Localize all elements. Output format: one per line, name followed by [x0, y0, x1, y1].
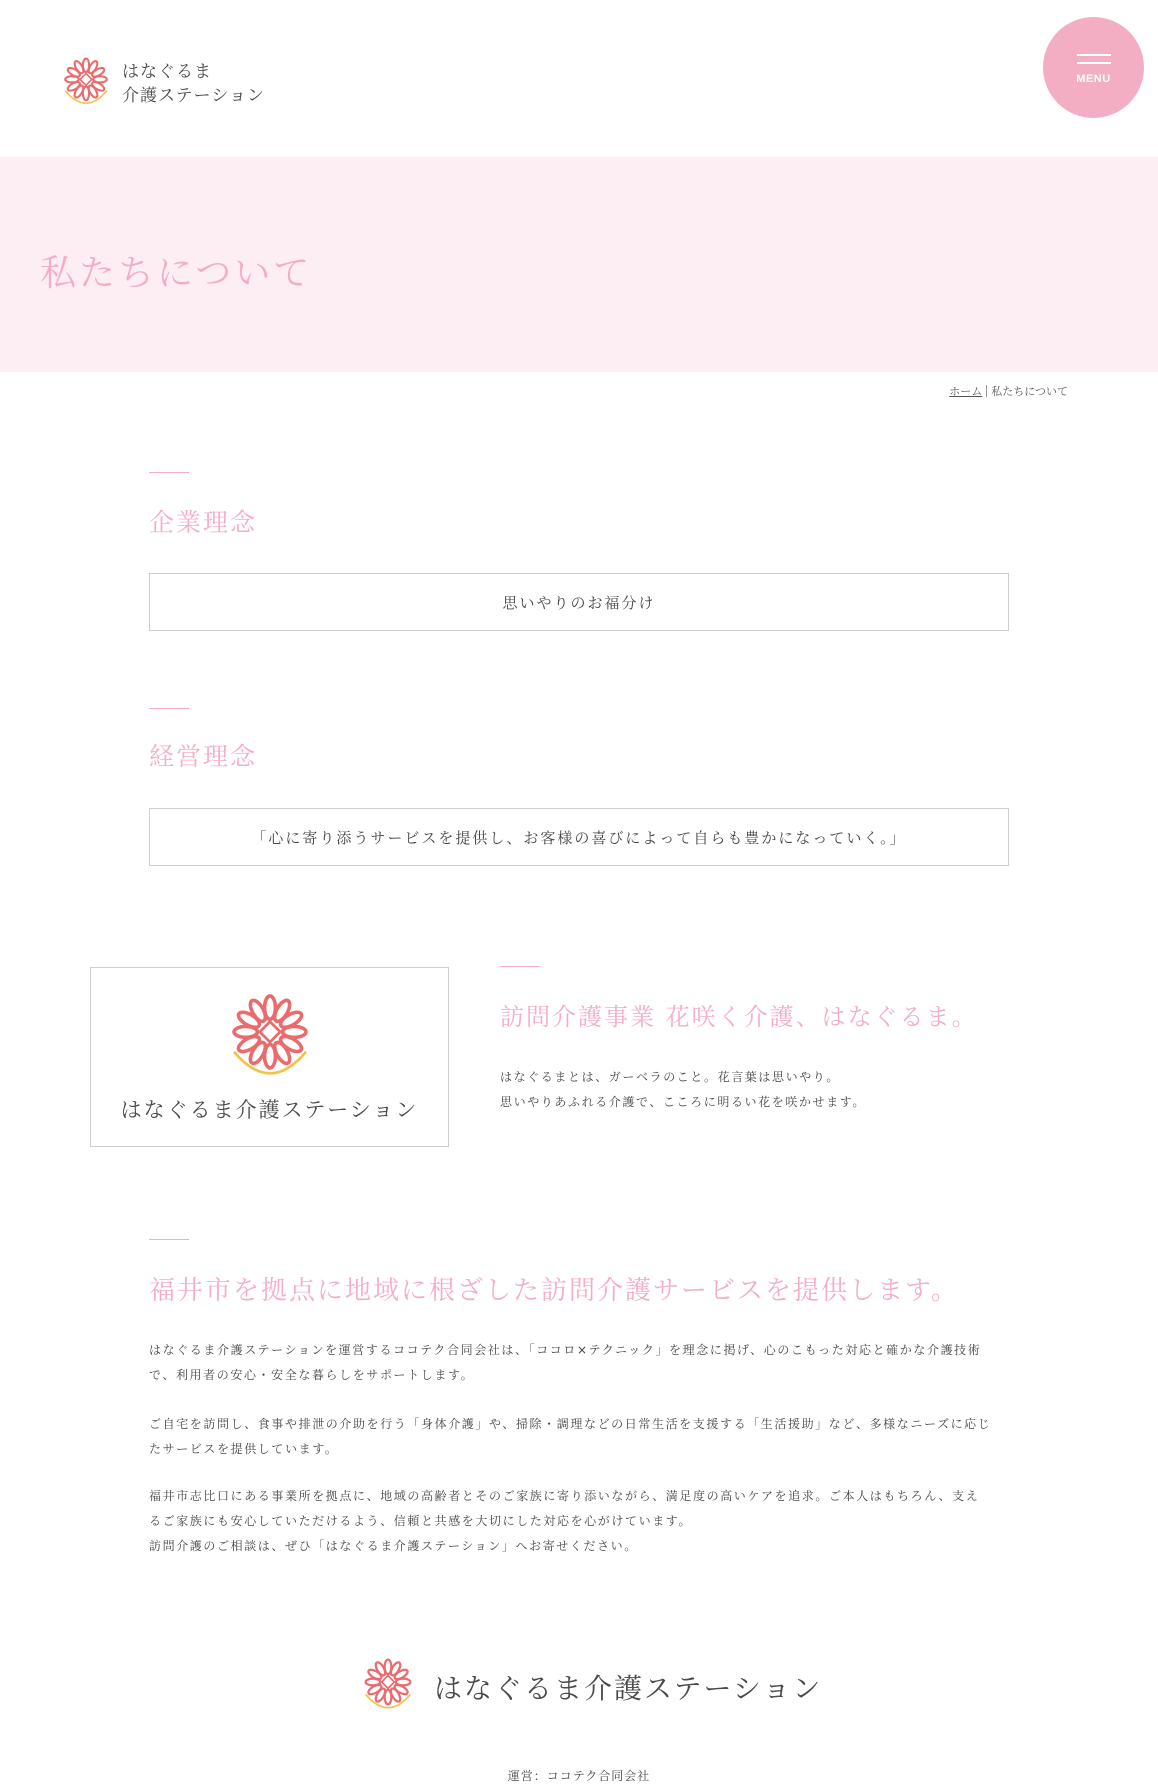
gerbera-flower-icon: [225, 990, 315, 1090]
breadcrumb-separator: [986, 385, 987, 397]
text-line: 福井市志比口にある事業所を拠点に、地域の高齢者とそのご家族に寄り添いながら、満足度の高いケアを追求。ご本人はもちろん、支え: [149, 1489, 980, 1503]
service-paragraph-2: [149, 1412, 991, 1462]
service-paragraph-1: [149, 1338, 981, 1388]
breadcrumb: [949, 383, 1068, 399]
text-line: 思いやりあふれる介護で、こころに明るい花を咲かせます。: [500, 1095, 867, 1109]
page-hero: [0, 157, 1158, 372]
section-divider: [149, 472, 189, 473]
text-line: ご自宅を訪問し、食事や排泄の介助を行う「身体介護」や、掃除・調理などの日常生活を支援する「生活援助」など、多様なニーズに応じ: [149, 1417, 992, 1431]
text-line: るご家族にも安心していただけるよう、信頼と共感を大切にした対応を心がけています。: [149, 1514, 693, 1528]
management-box: 「心に寄り添うサービスを提供し、お客様の喜びによって自らも豊かになっていく。」: [149, 808, 1009, 866]
philosophy-heading: 企業理念: [149, 508, 258, 537]
text-line: はなぐるま介護ステーションを運営するココテク合同会社は、「ココロ×テクニック」を理念に掲げ、心のこもった対応と確かな介護技術: [149, 1343, 982, 1357]
section-divider: [500, 966, 540, 967]
site-logo-link[interactable]: [60, 55, 265, 113]
text-line: 訪問介護のご相談は、ぜひ「はなぐるま介護ステーション」へお寄せください。: [149, 1539, 638, 1553]
text-line: で、利用者の安心・安全な暮らしをサポートします。: [149, 1368, 475, 1382]
hamburger-icon: [1077, 54, 1111, 56]
section-divider: [149, 708, 189, 709]
menu-label: MENU: [1076, 72, 1111, 85]
logo-card: [90, 967, 449, 1147]
gerbera-flower-icon: [360, 1655, 416, 1719]
management-heading: 経営理念: [149, 742, 258, 771]
logo-line1: はなぐるま: [122, 62, 212, 82]
page-title: 私たちについて: [40, 253, 313, 294]
logo-line2: 介護ステーション: [122, 86, 265, 106]
footer-logo-text: はなぐるま介護ステーション: [434, 1672, 823, 1705]
footer-logo[interactable]: [360, 1655, 822, 1719]
business-description: [500, 1065, 866, 1115]
hamburger-icon-bar: [1077, 62, 1111, 64]
footer-operator: 運営：ココテク合同会社: [507, 1769, 651, 1783]
breadcrumb-current: 私たちについて: [991, 385, 1068, 398]
service-heading: 福井市を拠点に地域に根ざした訪問介護サービスを提供します。: [149, 1276, 959, 1306]
section-divider: [149, 1239, 189, 1240]
breadcrumb-home-link[interactable]: ホーム: [949, 385, 983, 398]
logo-card-text: はなぐるま介護ステーション: [120, 1098, 419, 1122]
business-heading: 訪問介護事業 花咲く介護、はなぐるま。: [500, 1003, 978, 1031]
philosophy-box: 思いやりのお福分け: [149, 573, 1009, 631]
gerbera-flower-icon: [60, 55, 112, 113]
service-paragraph-3: [149, 1484, 979, 1559]
text-line: たサービスを提供しています。: [149, 1442, 339, 1456]
logo-text: [122, 60, 265, 108]
text-line: はなぐるまとは、ガーベラのこと。花言葉は思いやり。: [500, 1070, 841, 1084]
site-header: [0, 0, 1158, 157]
menu-button[interactable]: [1043, 17, 1144, 118]
